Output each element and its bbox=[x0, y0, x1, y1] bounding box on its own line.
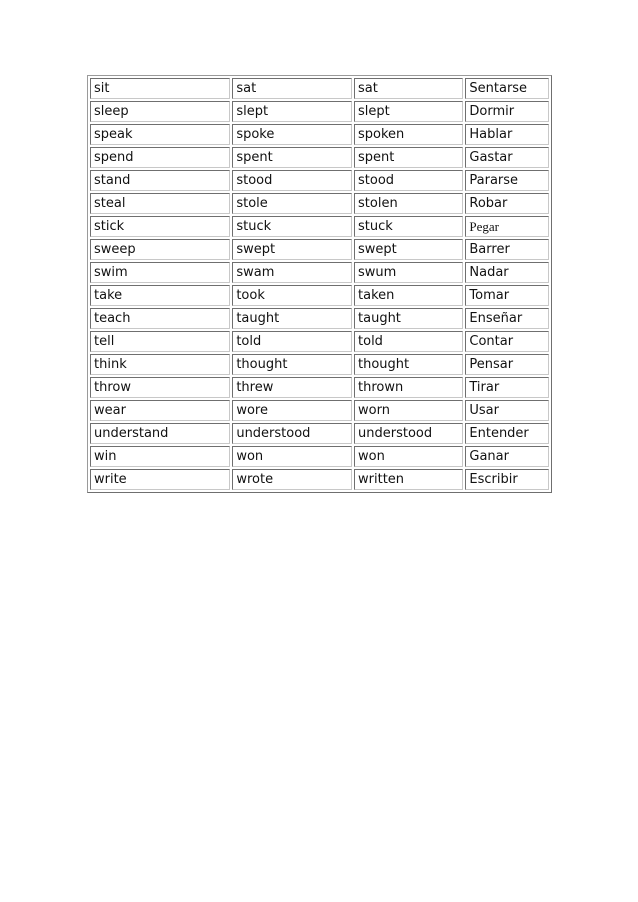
past-simple-cell: told bbox=[232, 331, 352, 352]
spanish-translation-cell: Sentarse bbox=[465, 78, 549, 99]
spanish-translation-cell: Contar bbox=[465, 331, 549, 352]
table-row bbox=[90, 262, 549, 283]
spanish-translation-cell: Pegar bbox=[465, 216, 549, 237]
past-participle-cell: spoken bbox=[354, 124, 463, 145]
past-simple-cell: sat bbox=[232, 78, 352, 99]
base-form-cell: throw bbox=[90, 377, 230, 398]
past-participle-cell: stolen bbox=[354, 193, 463, 214]
table-row bbox=[90, 101, 549, 122]
past-simple-cell: spoke bbox=[232, 124, 352, 145]
table-row bbox=[90, 423, 549, 444]
table-row bbox=[90, 78, 549, 99]
past-participle-cell: swum bbox=[354, 262, 463, 283]
past-participle-cell: spent bbox=[354, 147, 463, 168]
past-participle-cell: thought bbox=[354, 354, 463, 375]
past-simple-cell: swept bbox=[232, 239, 352, 260]
past-participle-cell: stood bbox=[354, 170, 463, 191]
spanish-translation-cell: Entender bbox=[465, 423, 549, 444]
spanish-translation-cell: Dormir bbox=[465, 101, 549, 122]
spanish-translation-cell: Ganar bbox=[465, 446, 549, 467]
base-form-cell: sleep bbox=[90, 101, 230, 122]
past-simple-cell: stood bbox=[232, 170, 352, 191]
base-form-cell: speak bbox=[90, 124, 230, 145]
base-form-cell: write bbox=[90, 469, 230, 490]
base-form-cell: sweep bbox=[90, 239, 230, 260]
past-simple-cell: thought bbox=[232, 354, 352, 375]
table-row bbox=[90, 285, 549, 306]
past-simple-cell: wore bbox=[232, 400, 352, 421]
base-form-cell: tell bbox=[90, 331, 230, 352]
spanish-translation-cell: Tomar bbox=[465, 285, 549, 306]
table-row bbox=[90, 308, 549, 329]
past-simple-cell: threw bbox=[232, 377, 352, 398]
spanish-translation-cell: Robar bbox=[465, 193, 549, 214]
base-form-cell: stick bbox=[90, 216, 230, 237]
table-row bbox=[90, 193, 549, 214]
table-row bbox=[90, 239, 549, 260]
base-form-cell: take bbox=[90, 285, 230, 306]
table-row bbox=[90, 216, 549, 237]
table-row bbox=[90, 377, 549, 398]
table-row bbox=[90, 446, 549, 467]
past-participle-cell: swept bbox=[354, 239, 463, 260]
table-row bbox=[90, 469, 549, 490]
base-form-cell: think bbox=[90, 354, 230, 375]
past-participle-cell: written bbox=[354, 469, 463, 490]
past-simple-cell: understood bbox=[232, 423, 352, 444]
spanish-translation-cell: Barrer bbox=[465, 239, 549, 260]
table-row bbox=[90, 354, 549, 375]
spanish-translation-cell: Pararse bbox=[465, 170, 549, 191]
table-row bbox=[90, 124, 549, 145]
past-simple-cell: took bbox=[232, 285, 352, 306]
past-participle-cell: won bbox=[354, 446, 463, 467]
base-form-cell: teach bbox=[90, 308, 230, 329]
base-form-cell: win bbox=[90, 446, 230, 467]
past-participle-cell: taken bbox=[354, 285, 463, 306]
spanish-translation-cell: Enseñar bbox=[465, 308, 549, 329]
irregular-verbs-table bbox=[87, 75, 552, 493]
past-participle-cell: thrown bbox=[354, 377, 463, 398]
past-simple-cell: stole bbox=[232, 193, 352, 214]
base-form-cell: wear bbox=[90, 400, 230, 421]
spanish-translation-cell: Nadar bbox=[465, 262, 549, 283]
past-participle-cell: understood bbox=[354, 423, 463, 444]
past-simple-cell: won bbox=[232, 446, 352, 467]
spanish-translation-cell: Tirar bbox=[465, 377, 549, 398]
table-row bbox=[90, 147, 549, 168]
base-form-cell: spend bbox=[90, 147, 230, 168]
base-form-cell: understand bbox=[90, 423, 230, 444]
base-form-cell: sit bbox=[90, 78, 230, 99]
past-participle-cell: sat bbox=[354, 78, 463, 99]
past-simple-cell: slept bbox=[232, 101, 352, 122]
past-simple-cell: swam bbox=[232, 262, 352, 283]
table-row bbox=[90, 331, 549, 352]
past-participle-cell: taught bbox=[354, 308, 463, 329]
spanish-translation-cell: Usar bbox=[465, 400, 549, 421]
base-form-cell: steal bbox=[90, 193, 230, 214]
spanish-translation-cell: Gastar bbox=[465, 147, 549, 168]
spanish-translation-cell: Escribir bbox=[465, 469, 549, 490]
past-simple-cell: taught bbox=[232, 308, 352, 329]
past-participle-cell: slept bbox=[354, 101, 463, 122]
past-participle-cell: told bbox=[354, 331, 463, 352]
spanish-translation-cell: Pensar bbox=[465, 354, 549, 375]
past-simple-cell: stuck bbox=[232, 216, 352, 237]
spanish-translation-cell: Hablar bbox=[465, 124, 549, 145]
base-form-cell: stand bbox=[90, 170, 230, 191]
base-form-cell: swim bbox=[90, 262, 230, 283]
table-row bbox=[90, 400, 549, 421]
past-participle-cell: stuck bbox=[354, 216, 463, 237]
past-simple-cell: spent bbox=[232, 147, 352, 168]
past-simple-cell: wrote bbox=[232, 469, 352, 490]
past-participle-cell: worn bbox=[354, 400, 463, 421]
verbs-table-body bbox=[90, 78, 549, 490]
table-row bbox=[90, 170, 549, 191]
